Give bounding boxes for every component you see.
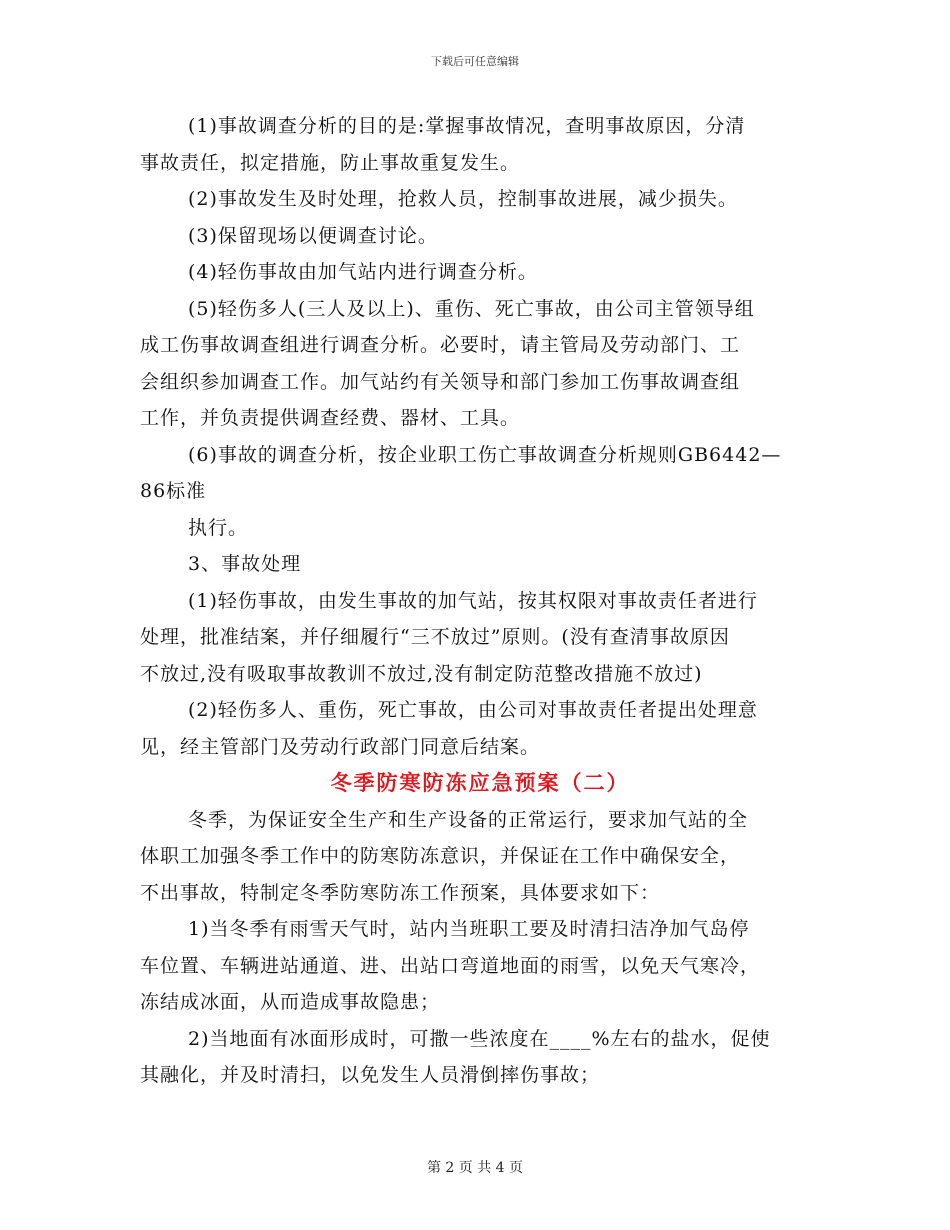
paragraph-line: 会组织参加调查工作。加气站约有关领导和部门参加工伤事故调查组: [140, 370, 741, 393]
document-body: [140, 108, 820, 1094]
paragraph-line: (1)轻伤事故，由发生事故的加气站，按其权限对事故责任者进行: [188, 589, 758, 612]
document-title: 冬季防寒防冻应急预案（二）: [330, 770, 630, 795]
paragraph-line: 2)当地面有冰面形成时，可撒一些浓度在____%左右的盐水，促使: [188, 1027, 771, 1050]
section-heading: 3、事故处理: [188, 553, 302, 575]
paragraph-line: (6)事故的调查分析，按企业职工伤亡事故调查分析规则GB6442—: [188, 443, 782, 466]
paragraph-line: (2)事故发生及时处理，抢救人员，控制事故进展，减少损失。: [188, 188, 738, 210]
paragraph-line: 成工伤事故调查组进行调查分析。必要时，请主管局及劳动部门、工: [140, 334, 741, 356]
paragraph-line: 1)当冬季有雨雪天气时，站内当班职工要及时清扫洁净加气岛停: [188, 918, 750, 940]
paragraph-line: 车位置、车辆进站通道、进、出站口弯道地面的雨雪，以免天气寒冷，: [140, 954, 761, 977]
paragraph-line: 工作，并负责提供调查经费、器材、工具。: [140, 407, 521, 429]
paragraph-line: 事故责任，拟定措施，防止事故重复发生。: [140, 151, 521, 174]
paragraph-line: 处理，批准结案，并仔细履行“三不放过”原则。(没有查清事故原因: [140, 626, 730, 648]
page-header: 下载后可任意编辑: [431, 55, 519, 68]
paragraph-line: 冻结成冰面，从而造成事故隐患；: [140, 991, 441, 1013]
paragraph-line: (4)轻伤事故由加气站内进行调查分析。: [188, 261, 538, 283]
paragraph-line: 不放过,没有吸取事故教训不放过,没有制定防范整改措施不放过): [140, 662, 703, 685]
paragraph-line: 86标准: [140, 480, 207, 502]
paragraph-line: 其融化，并及时清扫，以免发生人员滑倒摔伤事故；: [140, 1064, 601, 1086]
paragraph-line: (2)轻伤多人、重伤，死亡事故，由公司对事故责任者提出处理意: [188, 699, 758, 721]
paragraph-line: (3)保留现场以便调查讨论。: [188, 224, 438, 247]
paragraph-line: (1)事故调查分析的目的是:掌握事故情况，查明事故原因，分清: [188, 115, 746, 137]
paragraph-line: 体职工加强冬季工作中的防寒防冻意识，并保证在工作中确保安全，: [140, 845, 741, 867]
paragraph-line: 冬季，为保证安全生产和生产设备的正常运行，要求加气站的全: [188, 808, 749, 831]
paragraph-line: 执行。: [188, 516, 249, 539]
paragraph-line: 见，经主管部门及劳动行政部门同意后结案。: [140, 735, 541, 758]
page-footer: 第 2 页 共 4 页: [426, 1160, 524, 1176]
paragraph-line: (5)轻伤多人(三人及以上)、重伤、死亡事故，由公司主管领导组: [188, 297, 755, 320]
paragraph-line: 不出事故，特制定冬季防寒防冻工作预案，具体要求如下：: [140, 881, 661, 904]
